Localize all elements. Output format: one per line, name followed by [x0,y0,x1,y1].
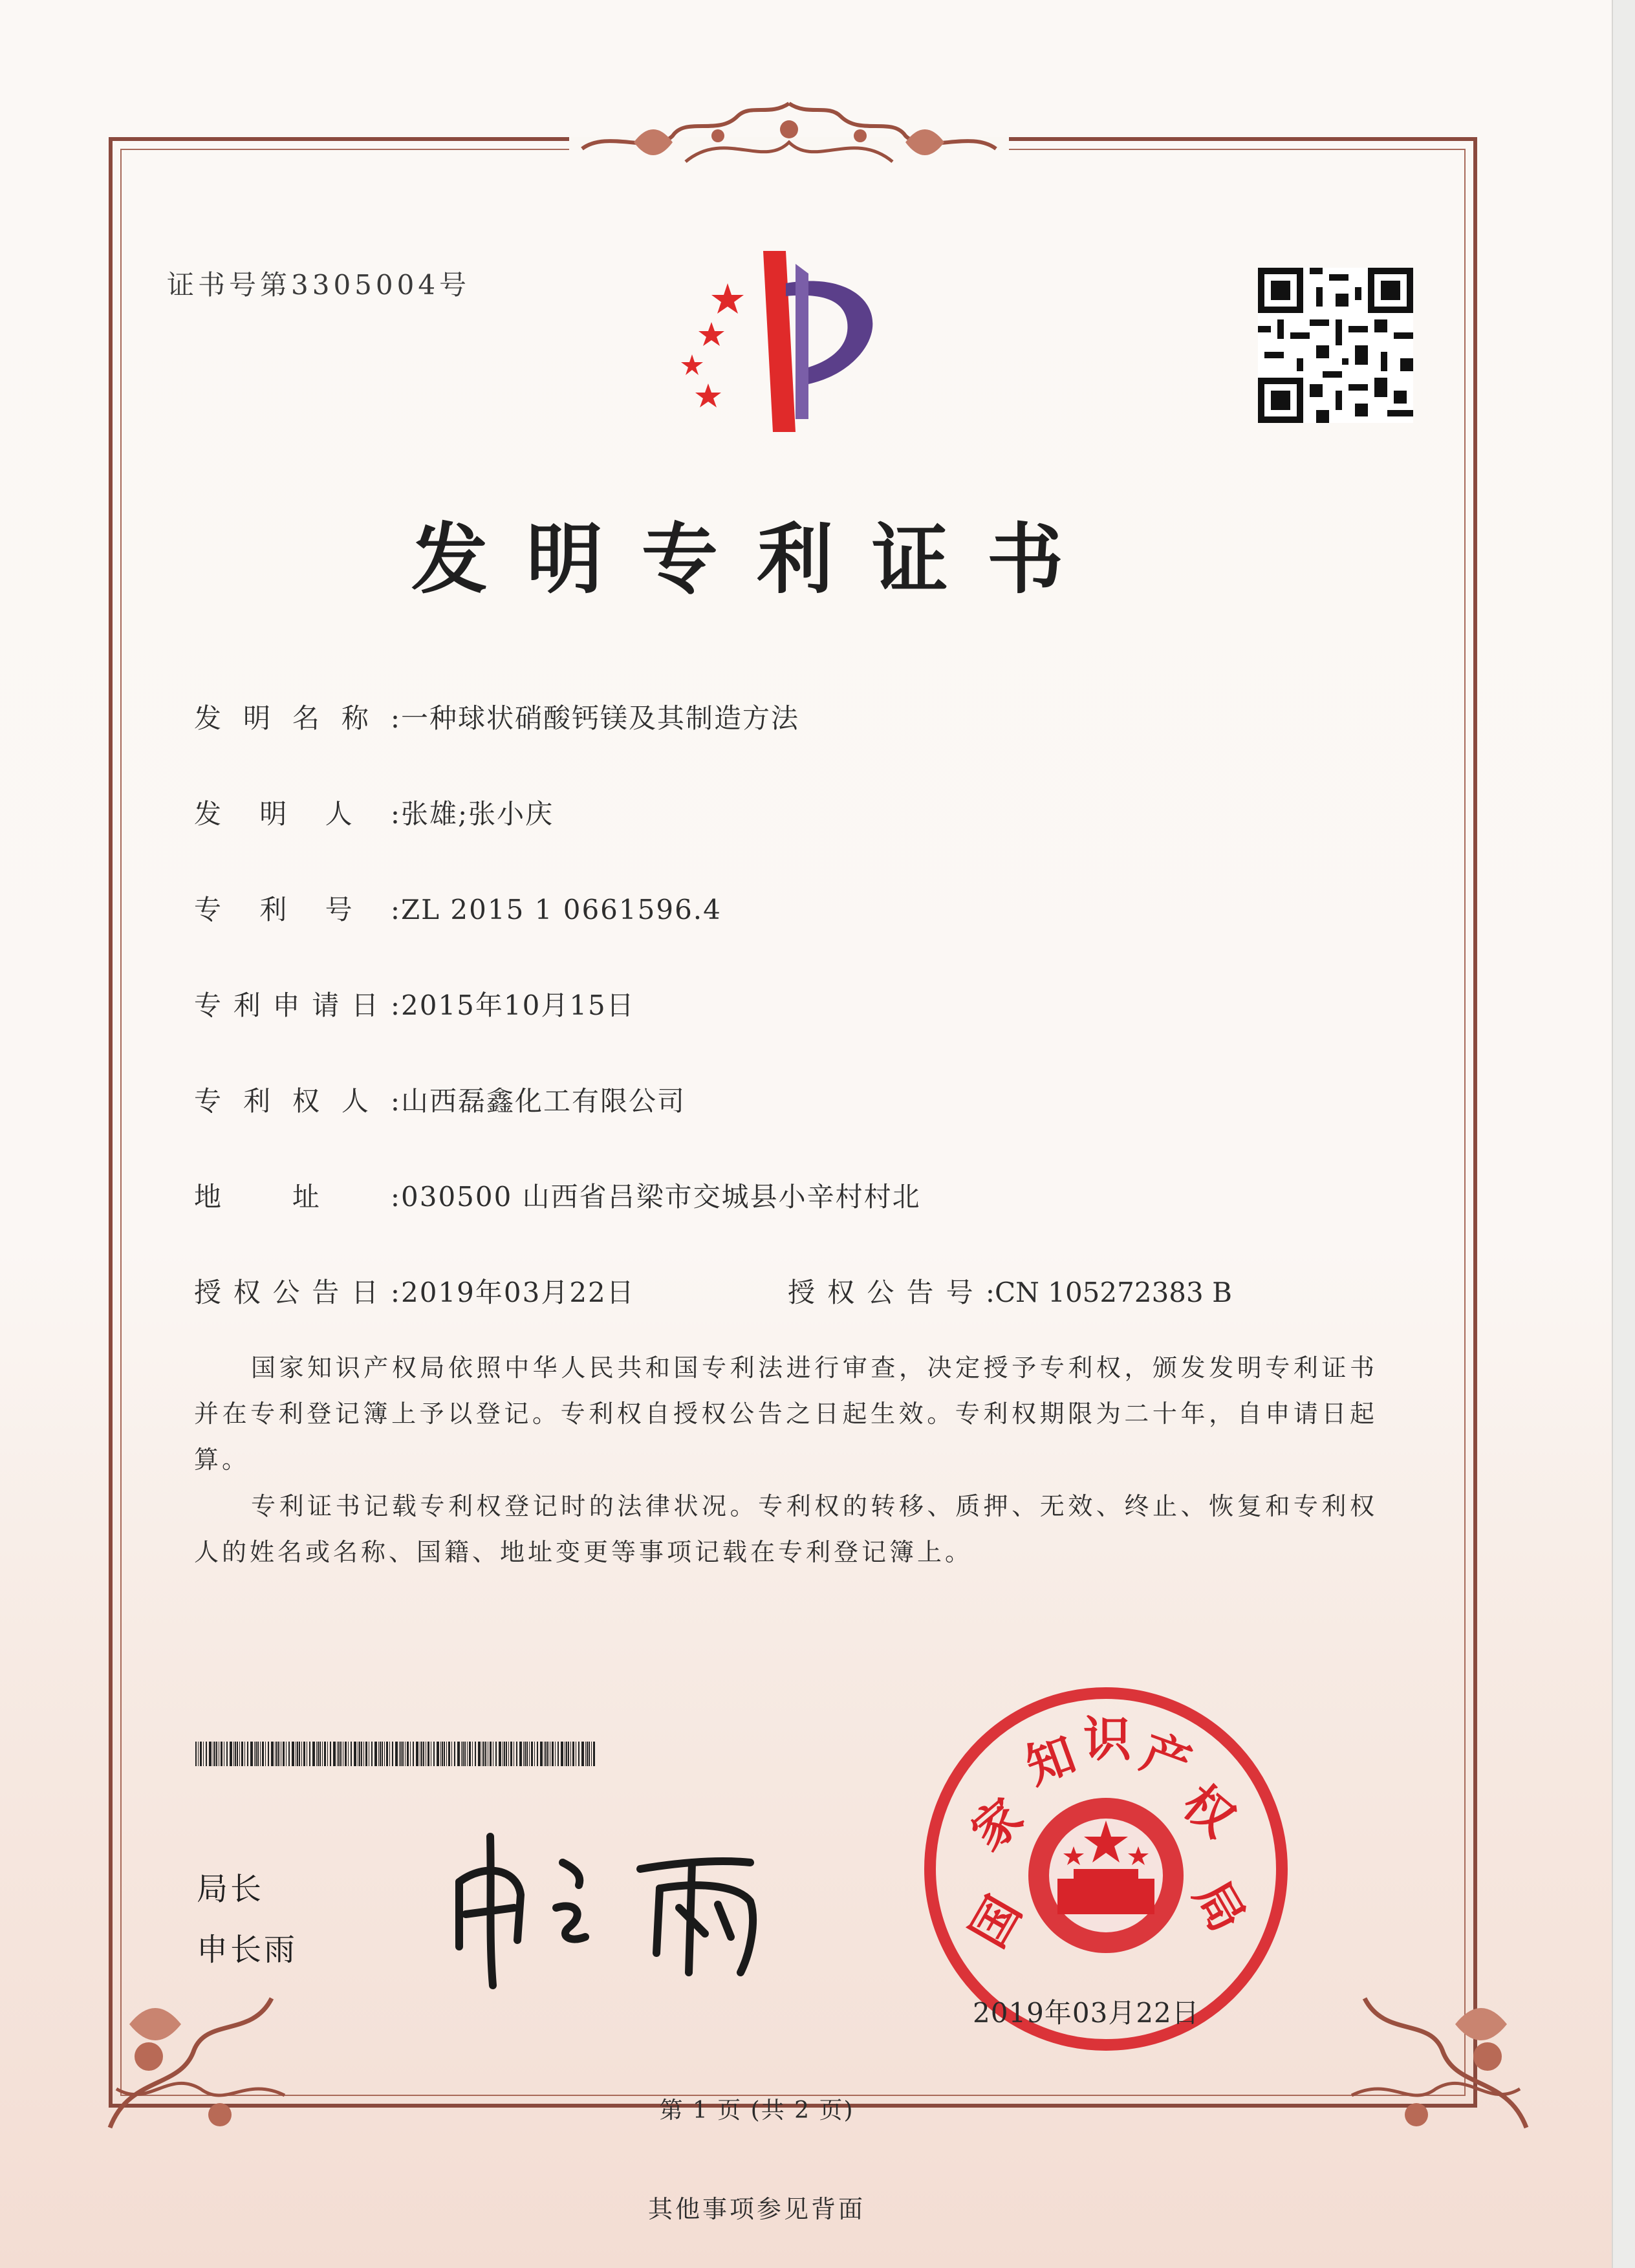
footer-note: 其他事项参见背面 [647,2195,865,2223]
inventors-label: 发明人: [194,798,401,830]
certificate-number: 证书号第3305004号 [167,269,471,301]
qr-code [1258,268,1413,423]
patent-number-label: 专利号: [194,894,401,925]
top-ornament [556,91,1022,181]
certificate-title: 发明专利证书 [411,515,1102,604]
address-row [194,1176,921,1215]
address-label: 地址: [194,1181,401,1213]
svg-text:权: 权 [1172,1774,1245,1848]
svg-text:国: 国 [960,1887,1033,1957]
grant-date-row [194,1271,635,1310]
director-name: 申长雨 [197,1932,298,1968]
invention-name-row [194,697,799,736]
grant-statement-paragraph: 国家知识产权局依照中华人民共和国专利法进行审查，决定授予专利权，颁发发明专利证书并在专利登记簿上予以登记。专利权自授权公告之日起生效。专利权期限为二十年，自申请日起算。 [194,1354,1378,1474]
page-indicator: 第 1 页 (共 2 页) [659,2097,854,2124]
patentee-label: 专利权人: [194,1085,401,1117]
grant-date-value: 2019年03月22日 [401,1277,635,1308]
grant-date-label: 授权公告日: [194,1277,401,1308]
seal-date: 2019年03月22日 [973,1997,1200,2029]
svg-text:家: 家 [961,1787,1034,1862]
application-date-value: 2015年10月15日 [401,989,635,1021]
grant-number-row [788,1271,1232,1310]
address-value: 030500 山西省吕梁市交城县小辛村村北 [401,1181,921,1213]
invention-name-value: 一种球状硝酸钙镁及其制造方法 [401,702,800,734]
grant-number-label: 授权公告号: [788,1277,995,1308]
director-signature [446,1824,808,1992]
patentee-value: 山西磊鑫化工有限公司 [401,1085,686,1117]
inventors-row [194,793,554,832]
svg-text:知: 知 [1019,1726,1083,1795]
application-date-row [194,984,635,1023]
patent-number-row [194,889,722,927]
director-title: 局长 [197,1871,265,1907]
grant-number-value: CN 105272383 B [995,1277,1232,1308]
svg-text:局: 局 [1183,1872,1256,1941]
invention-name-label: 发明名称: [194,702,401,734]
barcode [195,1742,596,1766]
scan-edge [1612,0,1635,2268]
patentee-row [194,1080,686,1119]
inventors-value: 张雄;张小庆 [401,798,554,830]
svg-text:产: 产 [1134,1724,1198,1793]
patent-office-logo [666,244,925,438]
svg-text:识: 识 [1083,1712,1131,1767]
legal-status-paragraph: 专利证书记载专利权登记时的法律状况。专利权的转移、质押、无效、终止、恢复和专利权人的姓名或名称、国籍、地址变更等事项记载在专利登记簿上。 [194,1492,1378,1566]
patent-number-value: ZL 2015 1 0661596.4 [401,894,722,925]
application-date-label: 专利申请日: [194,989,401,1021]
